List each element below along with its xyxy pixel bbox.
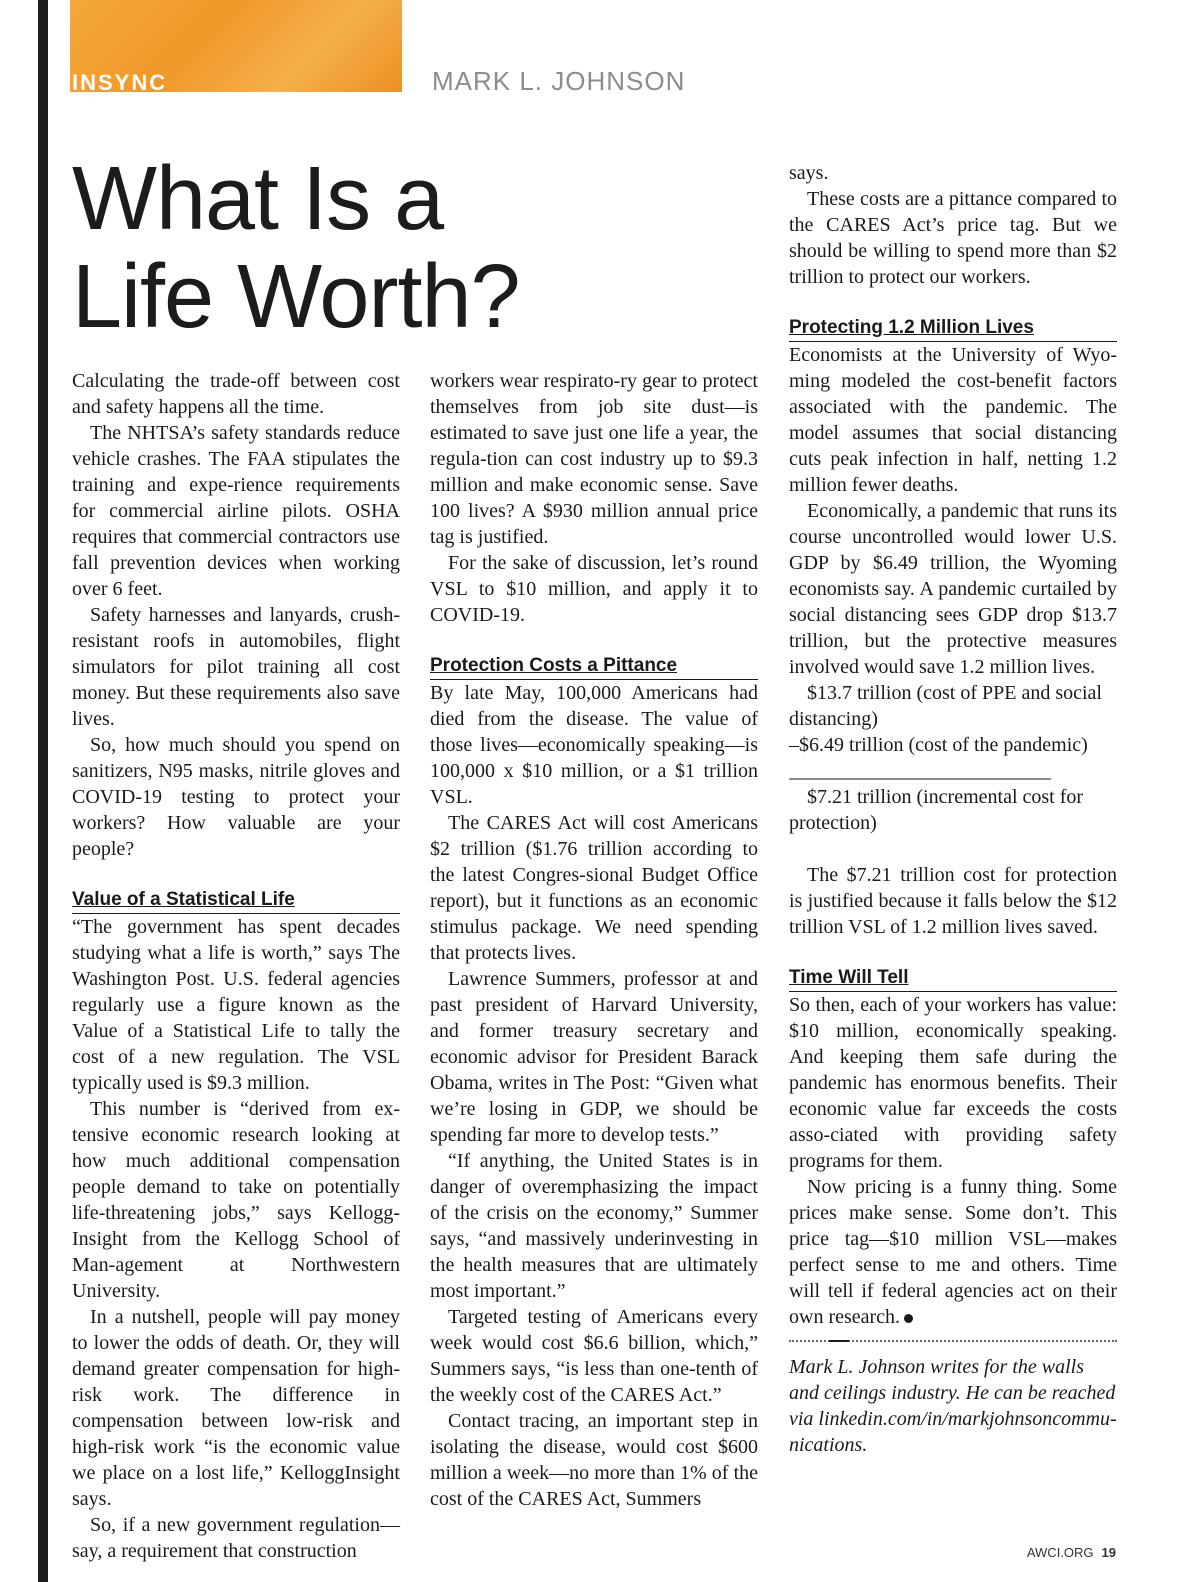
paragraph <box>789 1174 1117 1330</box>
calc-line: $7.21 trillion (incremental cost for protection) <box>789 786 1084 834</box>
author-header: MARK L. JOHNSON <box>432 66 686 96</box>
paragraph: So, how much should you spend on sanitizers, N95 masks, nitrile gloves and COVID-19 testing to protect your workers? How valuable are your people? <box>72 734 400 860</box>
paragraph: The CARES Act will cost Americans $2 trillion ($1.76 trillion according to the latest Congres-sional Budget Office report), but it functions as an economic stimulus package. We need spending that protects lives. <box>430 812 758 964</box>
paragraph: says. <box>789 162 829 184</box>
paragraph: Lawrence Summers, professor at and past president of Harvard University, and former treasury secretary and economic advisor for President Barack Obama, writes in The Post: “Given what we’re losing in GDP, we should be spending far more to develop tests.” <box>430 968 758 1146</box>
author-bio: Mark L. Johnson writes for the walls and ceilings industry. He can be reached via linkedin.com/in/markjohnsoncommu-nications. <box>789 1356 1117 1456</box>
column-1 <box>72 368 400 1564</box>
paragraph: “The government has spent decades studying what a life is worth,” says The Washington Post. U.S. federal agencies regularly use a figure known as the Value of a Statistical Life to tally the cost of a new regulation. The VSL typically used is $9.3 million. <box>72 916 400 1094</box>
paragraph-text: Now pricing is a funny thing. Some prices make sense. Some don’t. This price tag—$10 million VSL—makes perfect sense to me and others. Time will tell if federal agencies act on their own research. <box>789 1176 1117 1328</box>
paragraph: In a nutshell, people will pay money to lower the odds of death. Or, they will demand greater compensation for high-risk work. The difference in compensation between low-risk and high-risk work “is the economic value we place on a lost life,” KelloggInsight says. <box>72 1306 400 1510</box>
calc-line: –$6.49 trillion (cost of the pandemic) <box>789 734 1088 756</box>
column-2 <box>430 368 758 1512</box>
page-number: 19 <box>1101 1545 1116 1560</box>
calc-rule: _____________________________ <box>789 760 1050 782</box>
title-line-2: Life Worth? <box>72 247 520 347</box>
paragraph: This number is “derived from ex-tensive economic research looking at how much additional compensation people demand to take on potentially life-threatening jobs,” says Kellogg-Insight from the Kellogg School of Man-agement at Northwestern University. <box>72 1098 400 1302</box>
section-brand <box>72 70 167 96</box>
section-heading: Protecting 1.2 Million Lives <box>789 316 1117 342</box>
paragraph: Contact tracing, an important step in isolating the disease, would cost $600 million a week—no more than 1% of the cost of the CARES Act, Summers <box>430 1410 758 1510</box>
paragraph: “If anything, the United States is in danger of overemphasizing the impact of the crisis on the economy,” Summer says, “and massively underinvesting in the health measures that are ultimately most important.” <box>430 1150 758 1302</box>
paragraph: For the sake of discussion, let’s round VSL to $10 million, and apply it to COVID-19. <box>430 552 758 626</box>
page-footer <box>1027 1545 1116 1560</box>
end-mark-icon <box>904 1314 913 1323</box>
paragraph: The NHTSA’s safety standards reduce vehicle crashes. The FAA stipulates the training and expe-rience requirements for commercial airline pilots. OSHA requires that commercial contractors use fall prevention devices when working over 6 feet. <box>72 422 400 600</box>
paragraph: So then, each of your workers has value: $10 million, economically speaking. And keeping them safe during the pandemic has enormous benefits. Their economic value far exceeds the costs asso-ciated with providing safety programs for them. <box>789 994 1117 1172</box>
section-heading: Protection Costs a Pittance <box>430 654 758 680</box>
calculation-block <box>789 680 1117 836</box>
paragraph: The $7.21 trillion cost for protection is justified because it falls below the $12 trillion VSL of 1.2 million lives saved. <box>789 864 1117 938</box>
section-heading: Value of a Statistical Life <box>72 888 400 914</box>
article-title <box>72 150 752 346</box>
title-line-1: What Is a <box>72 149 444 249</box>
calc-line: $13.7 trillion (cost of PPE and social distancing) <box>789 682 1102 730</box>
paragraph: Calculating the trade-off between cost and safety happens all the time. <box>72 370 400 418</box>
column-3 <box>789 160 1117 1458</box>
paragraph: Targeted testing of Americans every week would cost $6.6 billion, which,” Summers says, “is less than one-tenth of the weekly cost of the CARES Act.” <box>430 1306 758 1406</box>
paragraph: Economically, a pandemic that runs its course uncontrolled would lower U.S. GDP by $6.49 trillion, the Wyoming economists say. A pandemic curtailed by social distancing sees GDP drop $13.7 trillion, but the protective measures involved would save 1.2 million lives. <box>789 500 1117 678</box>
paragraph: So, if a new government regulation—say, a requirement that construction <box>72 1514 400 1562</box>
paragraph: workers wear respirato-ry gear to protect themselves from job site dust—is estimated to save just one life a year, the regula-tion can cost industry up to $9.3 million and make economic sense. Save 100 lives? A $930 million annual price tag is justified. <box>430 370 758 548</box>
paragraph: These costs are a pittance compared to the CARES Act’s price tag. But we should be willing to spend more than $2 trillion to protect our workers. <box>789 188 1117 288</box>
footer-site: AWCI.ORG <box>1026 1545 1094 1560</box>
brand-suffix: SYNC <box>98 70 168 95</box>
section-heading: Time Will Tell <box>789 966 1117 992</box>
left-edge-bar <box>38 0 48 1582</box>
brand-prefix: IN <box>72 70 98 95</box>
paragraph: Safety harnesses and lanyards, crush-resistant roofs in automobiles, flight simulators for pilot training all cost money. But these requirements also save lives. <box>72 604 400 730</box>
paragraph: Economists at the University of Wyo-ming modeled the cost-benefit factors associated with the pandemic. The model assumes that social distancing cuts peak infection in half, netting 1.2 million fewer deaths. <box>789 344 1117 496</box>
bio-divider <box>789 1340 1117 1458</box>
paragraph: By late May, 100,000 Americans had died from the disease. The value of those lives—economically speaking—is 100,000 x $10 million, or a $1 trillion VSL. <box>430 682 758 808</box>
